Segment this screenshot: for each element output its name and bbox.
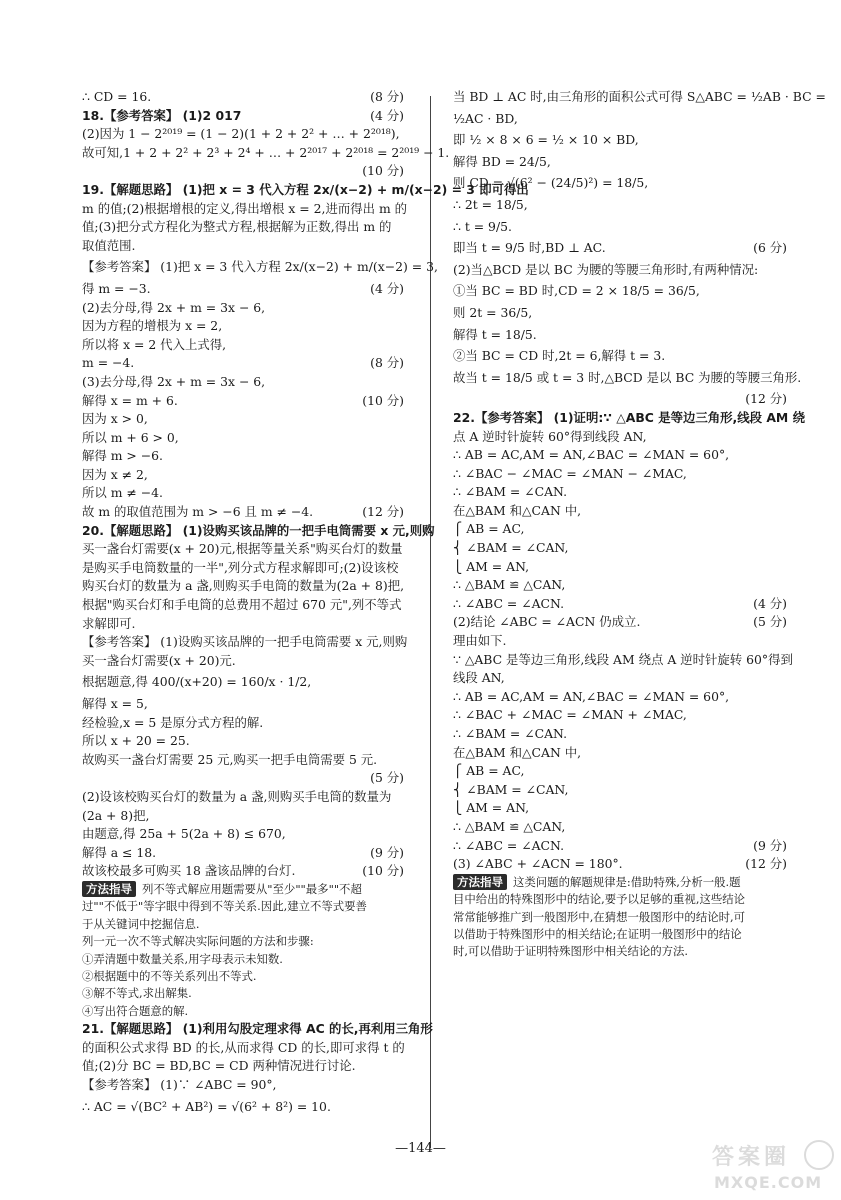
column-divider	[430, 96, 431, 1148]
line-text: 故可知,1 + 2 + 2² + 2³ + 2⁴ + … + 2²⁰¹⁷ + 2²⁰¹⁸ = 2²⁰¹⁹ − 1.	[82, 144, 450, 160]
score-mark: (9 分)	[753, 837, 787, 853]
line-text: 解得 BD = 24/5,	[453, 153, 551, 169]
text-line	[82, 540, 404, 559]
text-line	[453, 465, 787, 484]
line-text: 因为方程的增根为 x = 2,	[82, 318, 223, 334]
line-text: (2)去分母,得 2x + m = 3x − 6,	[82, 299, 266, 315]
line-text: (3)去分母,得 2x + m = 3x − 6,	[82, 373, 266, 389]
text-line	[453, 943, 787, 960]
score-mark: (8 分)	[370, 355, 404, 371]
text-line	[82, 714, 404, 733]
text-line	[82, 825, 404, 844]
text-line	[453, 326, 787, 345]
text-line	[82, 125, 404, 144]
line-text: 得 m = −3.	[82, 280, 151, 296]
line-text: ①当 BC = BD 时,CD = 2 × 18/5 = 36/5,	[453, 283, 700, 299]
text-line	[453, 88, 826, 107]
right-column	[453, 88, 826, 961]
method-guide-badge: 方法指导	[453, 874, 507, 890]
line-text: 购买台灯的数量为 a 盏,则购买手电筒的数量为(2a + 8)把,	[82, 578, 405, 594]
line-text: ②当 BC = CD 时,2t = 6,解得 t = 3.	[453, 348, 666, 364]
text-line	[82, 807, 404, 826]
line-text: 解得 x = m + 6.	[82, 392, 178, 408]
score-mark: (12 分)	[362, 504, 404, 520]
line-text: 所以 m ≠ −4.	[82, 485, 163, 501]
line-text: 点 A 逆时针旋转 60°得到线段 AN,	[453, 428, 647, 444]
score-mark: (8 分)	[370, 89, 404, 104]
text-line	[453, 576, 787, 595]
text-line	[453, 926, 787, 943]
line-text: (2a + 8)把,	[82, 807, 150, 823]
line-text: ∴ 2t = 18/5,	[453, 196, 528, 212]
line-text: 值;(2)分 BC = BD,BC = CD 两种情况进行讨论.	[82, 1058, 356, 1074]
line-text: 在△BAM 和△CAN 中,	[453, 744, 582, 760]
score-mark: (4 分)	[370, 280, 404, 296]
text-line	[453, 347, 787, 366]
line-text: ∴ ∠ABC = ∠ACN.	[453, 595, 565, 611]
line-text: ∴ t = 9/5.	[453, 218, 512, 234]
score-mark: (10 分)	[362, 163, 404, 179]
line-text: 即 ½ × 8 × 6 = ½ × 10 × BD,	[453, 132, 639, 148]
text-line	[453, 390, 787, 409]
line-text: 即当 t = 9/5 时,BD ⊥ AC.	[453, 240, 606, 256]
text-line	[82, 258, 438, 277]
line-text: 所以 m + 6 > 0,	[82, 429, 179, 445]
line-text: 取值范围.	[82, 237, 136, 253]
watermark-bottom: MXQE.COM	[714, 1173, 823, 1192]
line-text: 买一盏台灯需要(x + 20)元.	[82, 652, 236, 668]
line-text: ⎩ AM = AN,	[453, 800, 530, 816]
line-text: ∴ △BAM ≌ △CAN,	[453, 577, 566, 593]
text-line	[82, 951, 404, 968]
score-mark: (5 分)	[370, 770, 404, 786]
line-text: ⎧ AB = AC,	[453, 521, 525, 537]
text-line	[453, 539, 787, 558]
text-line	[453, 239, 787, 258]
line-text: (2)因为 1 − 2²⁰¹⁹ = (1 − 2)(1 + 2 + 2² + … + 2²⁰¹⁸),	[82, 126, 400, 142]
text-line	[82, 503, 404, 522]
line-text: 所以 x + 20 = 25.	[82, 733, 190, 749]
text-line	[82, 898, 404, 915]
text-line	[453, 558, 787, 577]
text-line	[82, 429, 404, 448]
text-line	[453, 110, 787, 129]
text-line	[453, 744, 787, 763]
line-text: ②根据题中的不等关系列出不等式.	[82, 968, 257, 983]
line-text: 值;(3)把分式方程化为整式方程,根据解为正数,得出 m 的	[82, 219, 392, 235]
line-text: ∵ △ABC 是等边三角形,线段 AM 绕点 A 逆时针旋转 60°得到	[453, 651, 793, 667]
text-line	[82, 769, 404, 788]
line-text: ∴ AB = AC,AM = AN,∠BAC = ∠MAN = 60°,	[453, 447, 730, 463]
text-line	[82, 200, 408, 219]
text-line	[82, 1020, 433, 1039]
watermark-top: 答案圈	[712, 1145, 791, 1170]
text-line	[453, 502, 787, 521]
text-line	[82, 373, 404, 392]
line-text: ∴ ∠BAC + ∠MAC = ∠MAN + ∠MAC,	[453, 707, 687, 723]
text-line	[82, 559, 404, 578]
line-text: 常常能够推广到一般图形中,在猜想一般图形中的结论时,可	[453, 909, 746, 924]
text-line	[453, 428, 787, 447]
text-line	[82, 933, 404, 950]
line-text: ½AC · BD,	[453, 110, 518, 126]
line-text: ⎨ ∠BAM = ∠CAN,	[453, 540, 569, 556]
text-line	[453, 855, 787, 874]
text-line	[82, 354, 404, 373]
line-text: 解得 t = 18/5.	[453, 326, 537, 342]
line-text: ∴ ∠BAM = ∠CAN.	[453, 484, 568, 500]
text-line	[82, 844, 404, 863]
text-line	[453, 282, 787, 301]
line-text: ⎩ AM = AN,	[453, 558, 530, 574]
text-line	[82, 577, 404, 596]
text-line	[82, 218, 404, 237]
line-text: 时,可以借助于证明特殊图形中相关结论的方法.	[453, 944, 689, 959]
text-line	[82, 1076, 404, 1095]
text-line	[453, 669, 787, 688]
line-text: 于从关键词中挖掘信息.	[82, 916, 200, 931]
line-text: 根据题意,得 400/(x+20) = 160/x · 1/2,	[82, 674, 312, 690]
line-text: (2)结论 ∠ABC = ∠ACN 仍成立.	[453, 614, 641, 630]
line-text: ∴ CD = 16.	[82, 89, 152, 104]
text-line	[453, 651, 793, 670]
text-line	[453, 304, 787, 323]
line-text: 目中给出的特殊图形中的结论,要予以足够的重视,这些结论	[453, 892, 746, 907]
line-text: 【参考答案】 (1)把 x = 3 代入方程 2x/(x−2) + m/(x−2) = 3,	[82, 259, 438, 275]
text-line	[82, 751, 404, 770]
line-text: m 的值;(2)根据增根的定义,得出增根 x = 2,进而得出 m 的	[82, 200, 408, 216]
score-mark: (9 分)	[370, 844, 404, 860]
line-text: 当 BD ⊥ AC 时,由三角形的面积公式可得 S△ABC = ½AB · BC =	[453, 89, 826, 104]
text-line	[453, 409, 805, 428]
line-text: 故购买一盏台灯需要 25 元,购买一把手电筒需要 5 元.	[82, 751, 378, 767]
text-line	[82, 968, 404, 985]
line-text: 的面积公式求得 BD 的长,从而求得 CD 的长,即可求得 t 的	[82, 1039, 405, 1055]
line-text: ∴ AC = √(BC² + AB²) = √(6² + 8²) = 10.	[82, 1098, 331, 1114]
line-text: 解得 a ≤ 18.	[82, 844, 157, 860]
line-text: 故 m 的取值范围为 m > −6 且 m ≠ −4.	[82, 504, 314, 520]
line-text: (2)当△BCD 是以 BC 为腰的等腰三角形时,有两种情况:	[453, 261, 759, 277]
score-mark: (4 分)	[753, 595, 787, 611]
line-text: 则 2t = 36/5,	[453, 304, 533, 320]
line-text: 18.【参考答案】 (1)2 017	[82, 107, 242, 123]
line-text: 则 CD = √(6² − (24/5)²) = 18/5,	[453, 175, 649, 191]
line-text: 所以将 x = 2 代入上式得,	[82, 336, 227, 352]
line-text: ①弄清题中数量关系,用字母表示未知数.	[82, 951, 283, 966]
line-text: 20.【解题思路】 (1)设购买该品牌的一把手电筒需要 x 元,则购	[82, 522, 435, 538]
text-line	[82, 1057, 404, 1076]
line-text: 在△BAM 和△CAN 中,	[453, 502, 582, 518]
line-text: 理由如下.	[453, 633, 507, 649]
line-text: ∴ ∠BAM = ∠CAN.	[453, 726, 568, 741]
text-line	[82, 615, 404, 634]
text-line	[82, 862, 404, 881]
line-text: ③解不等式,求出解集.	[82, 986, 192, 1001]
line-text: 解得 m > −6.	[82, 448, 163, 464]
line-text: 列一元一次不等式解决实际问题的方法和步骤:	[82, 934, 314, 949]
text-line	[82, 466, 404, 485]
line-text: 过""不低于"等字眼中得到不等关系.因此,建立不等式要善	[82, 899, 367, 914]
line-text: ∴ ∠BAC − ∠MAC = ∠MAN − ∠MAC,	[453, 465, 687, 481]
text-line	[82, 881, 404, 898]
line-text: 解得 x = 5,	[82, 696, 148, 711]
text-line	[82, 732, 404, 751]
line-text: 22.【参考答案】 (1)证明:∵ △ABC 是等边三角形,线段 AM 绕	[453, 409, 805, 425]
text-line	[453, 725, 787, 744]
text-line	[82, 1039, 404, 1058]
line-text: 由题意,得 25a + 5(2a + 8) ≤ 670,	[82, 826, 286, 842]
line-text: 故当 t = 18/5 或 t = 3 时,△BCD 是以 BC 为腰的等腰三角形.	[453, 369, 802, 385]
score-mark: (4 分)	[370, 107, 404, 123]
text-line	[453, 218, 787, 237]
text-line	[82, 1098, 404, 1117]
text-line	[82, 336, 404, 355]
text-line	[453, 909, 787, 926]
line-text: 是购买手电筒数量的一半",列分式方程求解即可;(2)设该校	[82, 559, 399, 575]
text-line	[82, 317, 404, 336]
line-text: m = −4.	[82, 355, 135, 371]
line-text: ∴ AB = AC,AM = AN,∠BAC = ∠MAN = 60°,	[453, 688, 730, 704]
text-line	[82, 484, 404, 503]
text-line	[82, 237, 404, 256]
line-text: 【参考答案】 (1)设购买该品牌的一把手电筒需要 x 元,则购	[82, 634, 408, 650]
score-mark: (6 分)	[753, 240, 787, 256]
line-text: 经检验,x = 5 是原分式方程的解.	[82, 714, 264, 730]
line-text: 【参考答案】 (1)∵ ∠ABC = 90°,	[82, 1076, 277, 1092]
line-text: 故该校最多可购买 18 盏该品牌的台灯.	[82, 863, 296, 879]
text-line	[82, 522, 435, 541]
watermark	[712, 1140, 830, 1196]
text-line	[453, 483, 787, 502]
score-mark: (5 分)	[753, 614, 787, 630]
score-mark: (12 分)	[745, 391, 787, 407]
text-line	[453, 196, 787, 215]
text-line	[453, 762, 787, 781]
text-line	[453, 799, 787, 818]
line-text: 求解即可.	[82, 615, 136, 631]
text-line	[82, 447, 404, 466]
line-text: 买一盏台灯需要(x + 20)元,根据等量关系"购买台灯的数量	[82, 541, 403, 557]
text-line	[82, 144, 450, 163]
text-line	[82, 596, 404, 615]
line-text: ∴ △BAM ≌ △CAN,	[453, 818, 566, 834]
method-guide-badge: 方法指导	[82, 881, 136, 897]
text-line	[453, 613, 787, 632]
line-text: 因为 x ≠ 2,	[82, 466, 148, 482]
text-line	[453, 369, 802, 388]
line-text: 21.【解题思路】 (1)利用勾股定理求得 AC 的长,再利用三角形	[82, 1021, 433, 1037]
text-line	[82, 788, 404, 807]
text-line	[82, 410, 404, 429]
line-text: 19.【解题思路】 (1)把 x = 3 代入方程 2x/(x−2) + m/(x−2) = 3 即可得出	[82, 181, 529, 197]
line-text: 线段 AN,	[453, 670, 505, 686]
text-line	[82, 652, 404, 671]
line-text: ∴ ∠ABC = ∠ACN.	[453, 837, 565, 853]
line-text: (3) ∠ABC + ∠ACN = 180°.	[453, 856, 623, 872]
line-text: 根据"购买台灯和手电筒的总费用不超过 670 元",列不等式	[82, 597, 402, 613]
line-text: (2)设该校购买台灯的数量为 a 盏,则购买手电筒的数量为	[82, 788, 392, 804]
text-line	[453, 632, 787, 651]
line-text: ⎨ ∠BAM = ∠CAN,	[453, 781, 569, 797]
line-text: 这类问题的解题规律是:借助特殊,分析一般.题	[513, 874, 741, 889]
text-line	[453, 706, 787, 725]
text-line	[453, 153, 787, 172]
page-number: —144—	[395, 1141, 446, 1156]
text-line	[82, 695, 404, 714]
line-text: 因为 x > 0,	[82, 411, 148, 427]
text-line	[82, 916, 404, 933]
text-line	[82, 107, 404, 126]
text-line	[82, 280, 404, 299]
text-line	[453, 595, 787, 614]
score-mark: (10 分)	[362, 863, 404, 879]
text-line	[453, 446, 787, 465]
text-line	[453, 874, 787, 891]
score-mark: (12 分)	[745, 856, 787, 872]
text-line	[453, 520, 787, 539]
text-line	[453, 837, 787, 856]
text-line	[82, 673, 404, 692]
line-text: ⎧ AB = AC,	[453, 763, 525, 779]
text-line	[82, 88, 404, 107]
text-line	[453, 688, 787, 707]
text-line	[82, 1003, 404, 1020]
line-text: ④写出符合题意的解.	[82, 1003, 189, 1018]
score-mark: (10 分)	[362, 392, 404, 408]
text-line	[453, 174, 787, 193]
text-line	[82, 162, 404, 181]
text-line	[82, 181, 529, 200]
text-line	[453, 131, 787, 150]
text-line	[453, 891, 787, 908]
text-line	[82, 299, 404, 318]
line-text: 以借助于特殊图形中的相关结论;在证明一般图形中的结论	[453, 926, 742, 941]
text-line	[453, 261, 787, 280]
watermark-circle-icon	[804, 1140, 834, 1170]
text-line	[453, 781, 787, 800]
line-text: 列不等式解应用题需要从"至少""最多""不超	[142, 881, 362, 896]
text-line	[453, 818, 787, 837]
text-line	[82, 392, 404, 411]
text-line	[82, 633, 408, 652]
text-line	[82, 985, 404, 1002]
